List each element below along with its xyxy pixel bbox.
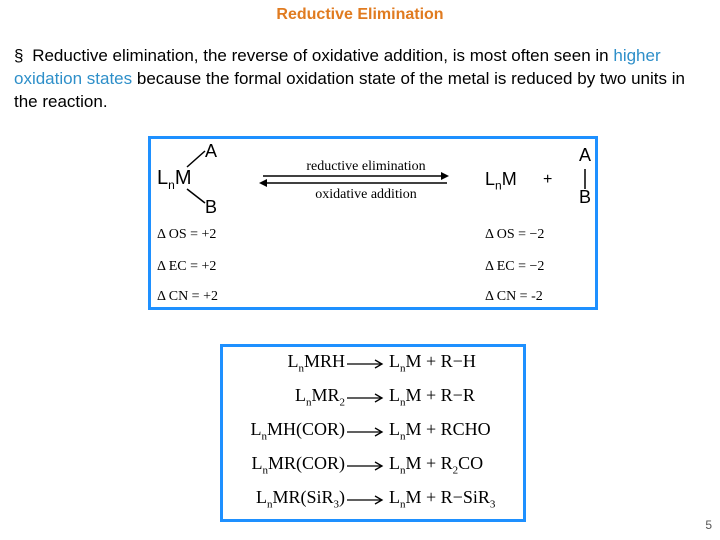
- reductive-elimination-scheme: [148, 136, 598, 310]
- bullet-paragraph: [14, 44, 704, 113]
- bullet-highlight: higher oxidation states: [14, 46, 661, 88]
- reverse-label: oxidative addition: [315, 187, 417, 202]
- right-ligand-b: B: [579, 187, 592, 207]
- right-complex: $L_nM$: [485, 169, 517, 193]
- reactant: $L_nMH(COR)$: [250, 419, 345, 443]
- bullet-marker: §: [14, 46, 24, 65]
- reaction-examples-box: [220, 344, 526, 522]
- reaction-arrow: [347, 415, 387, 449]
- left-ligand-b: B: [205, 197, 218, 217]
- left-delta-ec: Δ EC = +2: [157, 259, 217, 274]
- forward-label: reductive elimination: [306, 159, 426, 174]
- reactant: $L_nMR(COR)$: [251, 453, 345, 477]
- plus-sign: +: [543, 171, 553, 188]
- left-delta-cn: Δ CN = +2: [157, 289, 218, 304]
- left-complex: $L_nM$: [157, 167, 192, 192]
- bullet-text-before: Reductive elimination, the reverse of oxidative addition, is most often seen in: [32, 46, 609, 65]
- reaction-row: [223, 449, 523, 483]
- reaction-arrow: [347, 347, 387, 381]
- bullet-text-after: because the formal oxidation state of the metal is reduced by two units in the reaction.: [14, 69, 685, 111]
- reverse-arrowhead: [259, 179, 267, 187]
- reaction-row: [223, 483, 523, 517]
- reaction-row: [223, 347, 523, 381]
- right-ligand-a: A: [579, 145, 592, 165]
- product: $L_nM + R_2CO$: [389, 453, 484, 477]
- reaction-row: [223, 415, 523, 449]
- product: $L_nM + R-SiR_3$: [389, 487, 496, 511]
- product: $L_nM$ + RCHO: [389, 419, 491, 443]
- right-delta-os: Δ OS = −2: [485, 227, 545, 242]
- page-number: 5: [705, 518, 712, 532]
- reactant: $L_nMR_2$: [294, 385, 345, 409]
- reaction-arrow: [347, 483, 387, 517]
- product: $L_nM + R-R$: [389, 385, 475, 409]
- bond-a-left: [187, 151, 205, 167]
- reaction-arrow: [347, 381, 387, 415]
- right-delta-cn: Δ CN = -2: [485, 289, 543, 304]
- reactant: $L_nMRH$: [287, 351, 345, 375]
- reaction-row: [223, 381, 523, 415]
- product: $L_nM + R-H$: [389, 351, 476, 375]
- right-delta-ec: Δ EC = −2: [485, 259, 545, 274]
- reaction-arrow: [347, 449, 387, 483]
- slide-title: Reductive Elimination: [276, 6, 444, 23]
- reactant: $L_nMR(SiR_3)$: [255, 487, 345, 511]
- left-delta-os: Δ OS = +2: [157, 227, 217, 242]
- left-ligand-a: A: [205, 141, 218, 161]
